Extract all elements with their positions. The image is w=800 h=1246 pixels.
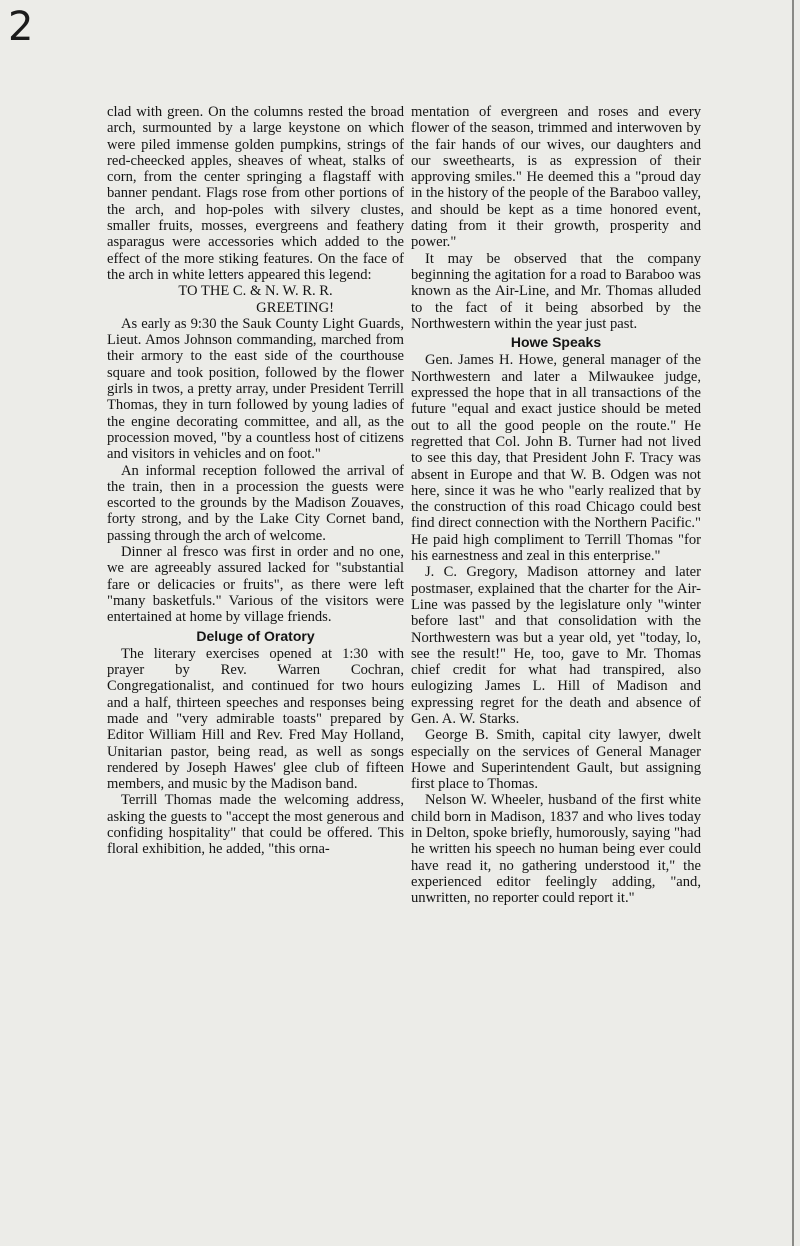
article-paragraph: It may be observed that the company beginning the agitation for a road to Baraboo was known as the Air-Line, and Mr. Thomas alluded to the fact of it being absorbed by the Northwestern within the year just past. [411, 250, 701, 332]
article-paragraph: mentation of evergreen and roses and every flower of the season, trimmed and interwoven by the fair hands of our wives, our daughters and our sweethearts, is as expression of their approving smiles." He deemed this a "proud day in the history of the people of the Baraboo valley, and should be kept as a time honored event, dating from it their growth, prosperity and power." [411, 104, 701, 251]
article-paragraph: Gen. James H. Howe, general manager of the Northwestern and later a Milwaukee judge, expressed the hope that in all transactions of the future "equal and exact justice should be meted out to all the good people on the route." He regretted that Col. John B. Turner had not lived to see this day, that President John F. Tracy was absent in Europe and that W. B. Odgen was not here, since it was he who "early realized that by the construction of this road Chicago could best find direct connection with the Northern Pacific." He paid high compliment to Terrill Thomas "for his earnestness and zeal in this enterprise." [411, 352, 701, 565]
section-heading: Deluge of Oratory [196, 627, 315, 644]
right-column [411, 104, 701, 907]
page-number: 2 [8, 4, 34, 50]
arch-legend-line: TO THE C. & N. W. R. R. [178, 283, 333, 300]
article-paragraph: Nelson W. Wheeler, husband of the first white child born in Madison, 1837 and who lives today in Delton, spoke briefly, humorously, saying "had he written his speech no human being ever could have read it, no gathering understood it," the experienced editor feelingly adding, "and, unwritten, no reporter could report it." [411, 792, 701, 907]
article-paragraph: The literary exercises opened at 1:30 with prayer by Rev. Warren Cochran, Congregationalist, and continued for two hours and a half, thirteen speeches and responses being made and "very admirable toasts" prepared by Editor William Hill and Rev. Fred May Holland, Unitarian pastor, being read, as well as songs rendered by Joseph Hawes' glee club of fifteen members, and music by the Madison band. [107, 645, 404, 793]
arch-legend-line: GREETING! [256, 299, 334, 316]
article-paragraph: An informal reception followed the arrival of the train, then in a procession the guests were escorted to the grounds by the Madison Zouaves, forty strong, and by the Lake City Cornet band, passing through the arch of welcome. [107, 462, 404, 544]
article-paragraph: As early as 9:30 the Sauk County Light Guards, Lieut. Amos Johnson commanding, marched from their armory to the east side of the courthouse square and took position, followed by the flower girls in twos, a pretty array, under President Terrill Thomas, they in turn followed by young ladies of the engine decorating committee, and all, as the procession moved, "by a countless host of citizens and visitors in vehicles and on foot." [107, 315, 404, 463]
article-paragraph: clad with green. On the columns rested the broad arch, surmounted by a large keystone on which were piled immense golden pumpkins, strings of red-cheecked apples, sheaves of wheat, stalks of corn, from the center springing a flagstaff with banner pendant. Flags rose from other portions of the arch, and hop-poles with silvery clustes, smaller fruits, mosses, evergreens and feathery asparagus were accessories which added to the effect of the more stiking features. On the face of the arch in white letters appeared this legend: [107, 104, 404, 283]
section-heading: Howe Speaks [510, 334, 602, 351]
page-edge [792, 0, 794, 1246]
article-paragraph: Terrill Thomas made the welcoming address, asking the guests to "accept the most generous and confiding hospitality" that could be offered. This floral exhibition, he added, "this orna- [107, 792, 404, 858]
article-paragraph: George B. Smith, capital city lawyer, dwelt especially on the services of General Manager Howe and Superintendent Gault, but assigning first place to Thomas. [411, 727, 701, 793]
article-paragraph: Dinner al fresco was first in order and no one, we are agreeably assured lacked for "substantial fare or delicacies or fruits", as there were left "many basketfuls." Various of the visitors were entertained at home by village friends. [107, 544, 404, 626]
article-paragraph: J. C. Gregory, Madison attorney and later postmaser, explained that the charter for the Air-Line was passed by the legislature only "winter before last" and that consolidation with the Northwestern was but a year old, yet "today, lo, see the result!" He, too, gave to Mr. Thomas chief credit for what had transpired, also eulogizing James L. Hill of Madison and expressing regret for the death and absence of Gen. A. W. Starks. [411, 564, 701, 727]
left-column [107, 104, 404, 858]
